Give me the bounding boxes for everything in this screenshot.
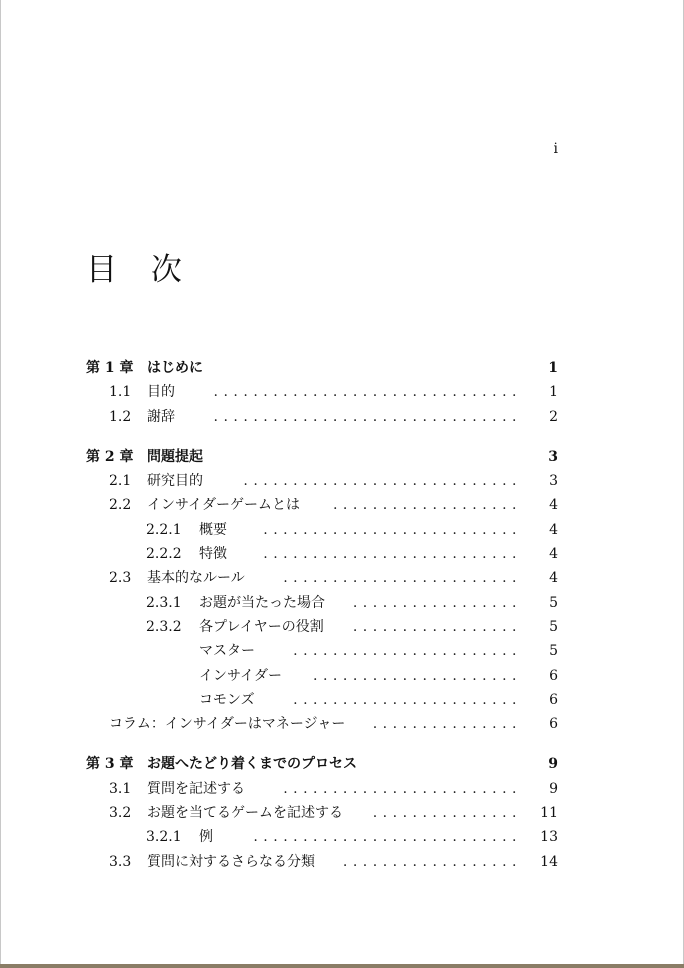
toc-chapter-row[interactable] [86,356,558,380]
toc-entry-label: インサイダーゲームとは [147,497,301,514]
toc-entry-number: 2.2 [109,497,132,514]
dot-leader: ........................ [283,570,522,587]
page-title: 目 次 [86,252,194,288]
toc-entry-label: 例 [199,829,213,846]
toc-entry-number: 3.3 [109,853,132,870]
toc-entry-label: お題を当てるゲームを記述する [147,805,343,822]
toc-entry-row[interactable] [86,518,558,542]
toc-entry-row[interactable] [86,566,558,590]
toc-page-number: 9 [548,756,558,773]
dot-leader: ................. [352,594,522,611]
toc-entry-number: 2.3.1 [146,594,182,611]
toc-entry-label: お題が当たった場合 [199,594,325,611]
dot-leader: ........................ [283,780,522,797]
toc-entry-label: 基本的なルール [147,570,245,587]
toc-entry-row[interactable] [86,777,558,801]
toc-entry-row[interactable] [86,825,558,849]
page-edge [0,0,1,964]
toc-page-number: 4 [549,546,558,563]
toc-entry-row[interactable] [86,850,558,874]
toc-entry-label: 質問を記述する [147,780,245,797]
toc-page-number: 6 [549,716,558,733]
dot-leader: ............................... [213,408,522,425]
toc-entry-number: 1.1 [109,384,132,401]
toc-entry-label: コラム：インサイダーはマネージャー [109,716,346,733]
toc-entry-row[interactable] [86,664,558,688]
toc-chapter-row[interactable] [86,752,558,776]
toc-entry-label: 謝辞 [147,408,175,425]
page-number: i [553,141,558,157]
toc-entry-row[interactable] [86,469,558,493]
toc-entry-number: 3.2.1 [146,829,182,846]
toc-page-number: 4 [549,497,558,514]
toc-entry-number: 第 2 章 [86,448,134,465]
toc-entry-row[interactable] [86,380,558,404]
toc-page-number: 3 [549,473,558,490]
toc-page-number: 4 [549,570,558,587]
toc-entry-row[interactable] [86,801,558,825]
dot-leader: ............... [372,716,522,733]
page-bottom-border [0,964,684,968]
dot-leader: ............... [372,805,522,822]
toc-entry-number: 1.2 [109,408,132,425]
toc-entry-number: 第 3 章 [86,756,134,773]
dot-leader: ....................... [293,643,522,660]
toc-entry-label: 各プレイヤーの役割 [199,618,324,635]
toc-page-number: 9 [549,780,558,797]
toc-entry-number: 2.2.1 [146,521,182,538]
toc-entry-row[interactable] [86,542,558,566]
dot-leader: ........................... [253,829,522,846]
toc-entry-number: 2.3 [109,570,132,587]
toc-page-number: 6 [549,691,558,708]
toc-page-number: 6 [549,667,558,684]
dot-leader: ....................... [293,691,522,708]
dot-leader: .......................... [263,546,522,563]
toc-entry-label: インサイダー [199,667,283,684]
toc-page-number: 2 [549,408,558,425]
toc-entry-row[interactable] [86,405,558,429]
toc-page-number: 14 [540,853,558,870]
dot-leader: ..................... [313,667,522,684]
dot-leader: ............................ [243,473,522,490]
dot-leader: ................. [352,618,522,635]
toc-page-number: 11 [540,805,558,822]
toc-entry-number: 3.1 [109,780,132,797]
toc-entry-label: 目的 [147,384,175,401]
toc-entry-number: 第 1 章 [86,360,134,376]
toc-entry-label: 問題提起 [147,448,203,465]
toc-entry-label: コモンズ [199,691,255,708]
dot-leader: .......................... [263,521,522,538]
toc-entry-label: 質問に対するさらなる分類 [147,853,315,870]
dot-leader: ................... [332,497,522,514]
toc-entry-label: 研究目的 [147,473,203,490]
toc-entry-number: 2.1 [109,473,132,490]
toc-entry-row[interactable] [86,591,558,615]
toc-page-number: 1 [548,360,558,376]
toc-page-number: 3 [548,448,558,465]
table-of-contents [86,356,558,874]
toc-page-number: 1 [549,384,558,401]
toc-entry-row[interactable] [86,493,558,517]
toc-chapter-row[interactable] [86,445,558,469]
toc-entry-row[interactable] [86,688,558,712]
dot-leader: .................. [342,853,522,870]
toc-entry-label: お題へたどり着くまでのプロセス [147,756,357,773]
toc-entry-number: 3.2 [109,805,132,822]
dot-leader: ............................... [213,384,522,401]
toc-entry-label: はじめに [147,360,203,376]
toc-page-number: 13 [540,829,558,846]
toc-page-number: 5 [549,618,558,635]
toc-page-number: 4 [549,521,558,538]
toc-entry-label: 特徴 [199,546,227,563]
toc-page-number: 5 [549,643,558,660]
toc-page-number: 5 [549,594,558,611]
toc-entry-number: 2.2.2 [146,546,182,563]
toc-entry-row[interactable] [86,615,558,639]
toc-entry-label: マスター [199,643,255,660]
toc-entry-row[interactable] [86,639,558,663]
toc-entry-row[interactable] [86,712,558,736]
toc-entry-label: 概要 [199,521,227,538]
toc-entry-number: 2.3.2 [146,618,182,635]
